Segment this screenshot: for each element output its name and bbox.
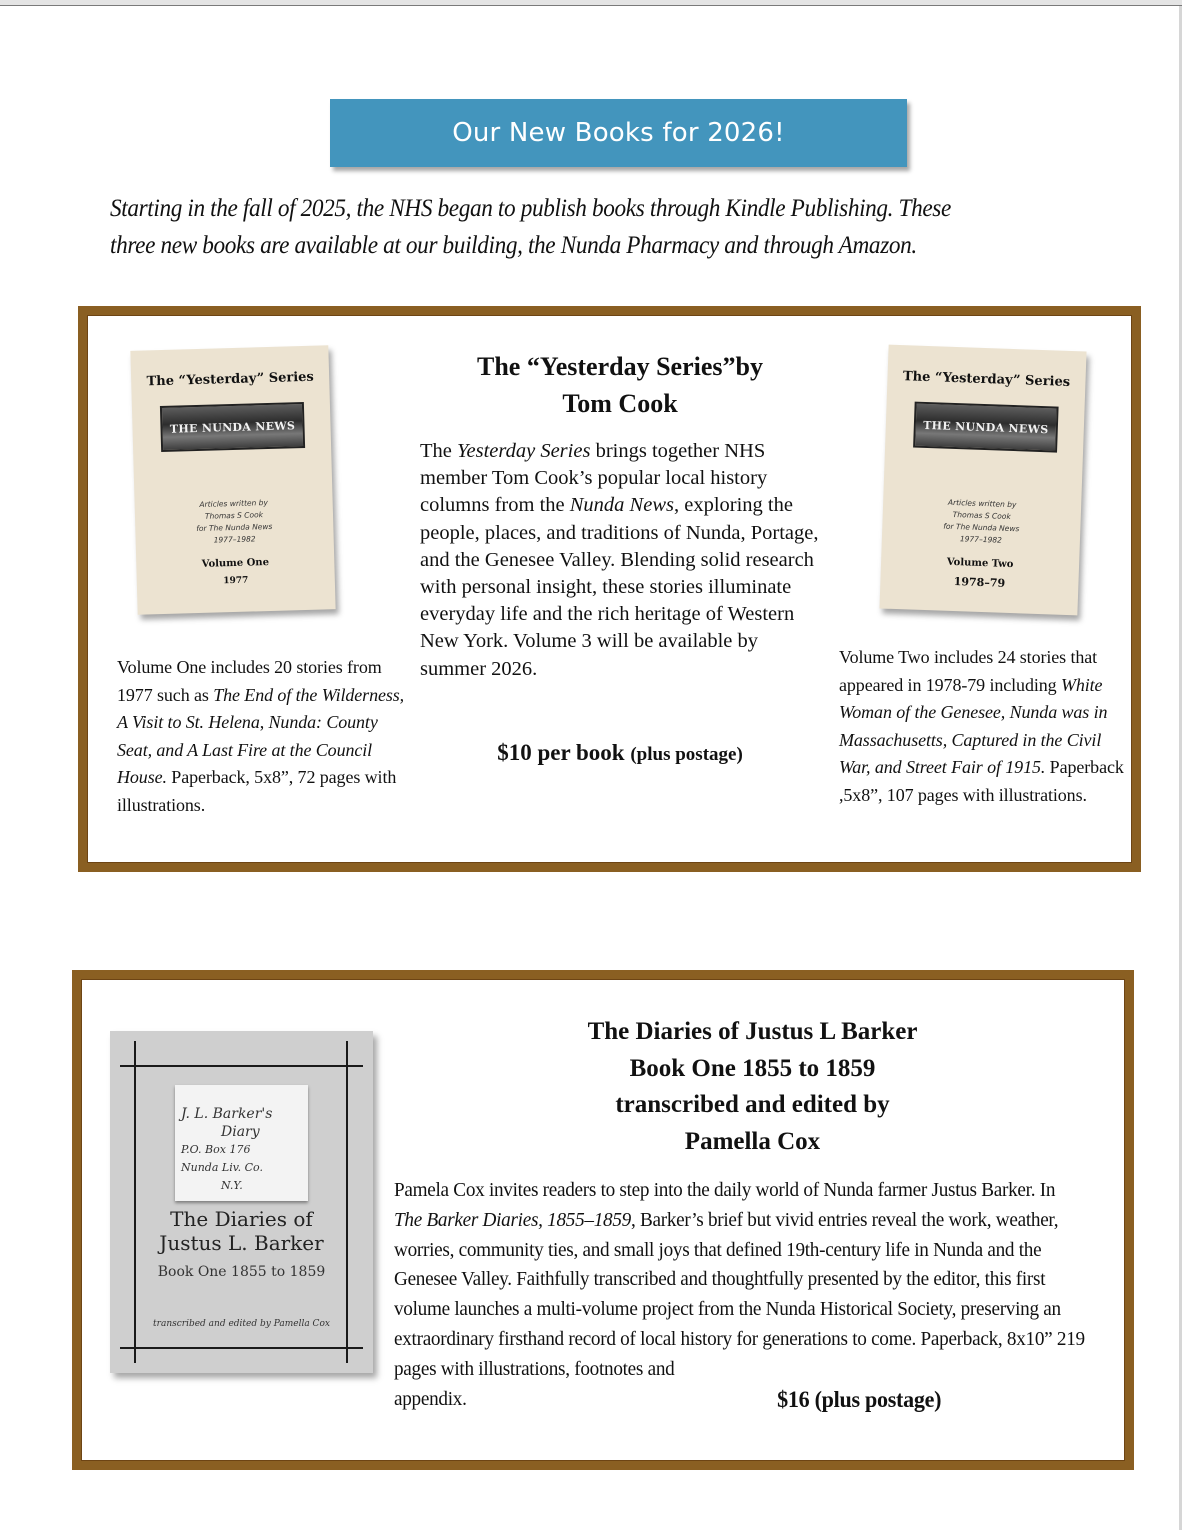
- cover-year: 1978–79: [953, 575, 1006, 590]
- cover-volume: Volume Two: [946, 556, 1014, 571]
- intro-line-1: Starting in the fall of 2025, the NHS began to publish books through Kindle Publishing. These: [110, 195, 951, 222]
- desc-text: Pamela Cox invites readers to step into the daily world of Nunda farmer Justus Barker. In: [394, 1179, 1056, 1201]
- book-cover-volume-two: [879, 345, 1086, 616]
- cover-credit-line: 1977–1982: [959, 534, 1003, 545]
- desc-text: brings together NHS member Tom Cook’s popular local history columns from the: [420, 440, 768, 517]
- title-line: Book One 1855 to 1859: [629, 1054, 876, 1082]
- handwriting: [181, 1105, 303, 1195]
- desc-italic: The End of the Wilderness, A Visit to St. Helena: [117, 684, 405, 732]
- cover-credits: [135, 495, 334, 549]
- yesterday-series-title: [410, 348, 830, 422]
- script-line: Diary: [221, 1124, 260, 1140]
- cover-credits: [882, 495, 1082, 550]
- cover-credit-line: Thomas S Cook: [952, 509, 1011, 521]
- title-line: Pamella Cox: [684, 1127, 821, 1155]
- cover-credit-line: Articles written by: [947, 497, 1017, 510]
- title-line: The “Yesterday Series”by: [477, 352, 763, 381]
- cover-border-line: [134, 1041, 136, 1363]
- desc-text: ,: [259, 712, 269, 732]
- desc-italic: Nunda News: [569, 494, 674, 517]
- photo-caption: THE NUNDA NEWS: [922, 418, 1049, 436]
- desc-text: Paperback ,5x8”, 107 pages with illustrations.: [839, 757, 1124, 805]
- window-top-bar: [0, 0, 1182, 6]
- title-line: Justus L. Barker: [159, 1231, 324, 1255]
- newspaper-sign-photo: [160, 402, 305, 452]
- diaries-price: $16 (plus postage): [777, 1386, 942, 1412]
- cover-series-title: The “Yesterday” Series: [902, 369, 1071, 390]
- cover-credit-line: Articles written by: [199, 498, 269, 509]
- intro-paragraph: [110, 190, 1059, 264]
- cover-credit-line: Thomas S Cook: [204, 510, 264, 521]
- desc-italic: White Woman of the Genesee, Nunda was in Massachusetts, Captured in the Civil War, and Street Fair of 1915.: [839, 674, 1108, 777]
- title-line: The Diaries of Justus L Barker: [587, 1018, 918, 1045]
- cover-credit-line: for The Nunda News: [196, 521, 273, 534]
- desc-text: The: [420, 440, 457, 462]
- desc-text: , Barker’s brief but vivid entries reveal the work, weather, worries, community ties, and small joys that defined 19th-century life in Nunda and the Genesee Valley. Faithfully transcribed and thoughtfully presented by the editor, this first volume launches a multi-volume project from the Nunda Historical Society, preserving an extraordinary firsthand record of local history for generations to come. Paperback, 8x10” 219 pages with illustrations, footnotes and: [394, 1208, 1085, 1380]
- photo-caption: THE NUNDA NEWS: [169, 418, 296, 436]
- volume-one-description: [117, 654, 407, 819]
- intro-line-2: three new books are available at our building, the Nunda Pharmacy and through Amazon.: [110, 232, 917, 259]
- desc-text: Paperback, 5x8”, 72 pages with illustrations.: [117, 767, 397, 815]
- yesterday-series-description: [420, 438, 820, 683]
- diary-cover-credit: transcribed and edited by Pamella Cox: [153, 1319, 330, 1329]
- handwritten-diary-photo: [175, 1085, 308, 1201]
- title-line: The Diaries of: [170, 1207, 313, 1231]
- price-note: (plus postage): [630, 744, 743, 765]
- script-line: N.Y.: [221, 1179, 243, 1192]
- page-banner: [330, 99, 907, 167]
- script-line: J. L. Barker's: [181, 1106, 273, 1122]
- diaries-title: [520, 1014, 985, 1160]
- title-line: transcribed and edited by: [615, 1091, 890, 1118]
- diaries-description: [394, 1176, 1085, 1414]
- desc-italic: Yesterday Series: [457, 440, 591, 462]
- desc-italic: Nunda: County Seat, and A Last Fire at the Council House.: [117, 712, 378, 787]
- desc-text: Volume One includes 20 stories from 1977 such as: [117, 657, 382, 705]
- desc-text: Volume Two includes 24 stories that appeared in 1978-79 including: [839, 647, 1098, 695]
- title-line: Tom Cook: [562, 389, 678, 418]
- cover-border-line: [120, 1065, 363, 1067]
- book-cover-diaries: [110, 1031, 373, 1373]
- diary-cover-subtitle: Book One 1855 to 1859: [157, 1264, 326, 1280]
- cover-credit-line: for The Nunda News: [943, 521, 1020, 534]
- desc-italic: The Barker Diaries, 1855–1859: [394, 1208, 631, 1231]
- cover-border-line: [120, 1347, 363, 1349]
- desc-text: appendix.: [394, 1387, 467, 1410]
- cover-border-line: [346, 1041, 348, 1363]
- cover-year: 1977: [223, 575, 249, 587]
- yesterday-series-price: [410, 740, 830, 766]
- volume-two-description: [839, 644, 1129, 809]
- script-line: P.O. Box 176: [181, 1143, 251, 1156]
- banner-title: Our New Books for 2026!: [452, 118, 785, 148]
- desc-last-line: [394, 1385, 941, 1415]
- cover-credit-line: 1977–1982: [213, 534, 256, 545]
- desc-text: , exploring the people, places, and traditions of Nunda, Portage, and the Genesee Valley. Blending solid research with personal insight, these stories illuminate everyday life and the rich heritage of Western New York. Volume 3 will be available by summer 2026.: [420, 494, 819, 680]
- newspaper-sign-photo: [913, 402, 1059, 453]
- book-cover-volume-one: [130, 345, 335, 614]
- price-amount: $10 per book: [497, 740, 625, 765]
- script-line: Nunda Liv. Co.: [181, 1161, 263, 1174]
- cover-series-title: The “Yesterday” Series: [146, 369, 314, 390]
- cover-volume: Volume One: [201, 557, 270, 570]
- diary-cover-title: [110, 1207, 373, 1255]
